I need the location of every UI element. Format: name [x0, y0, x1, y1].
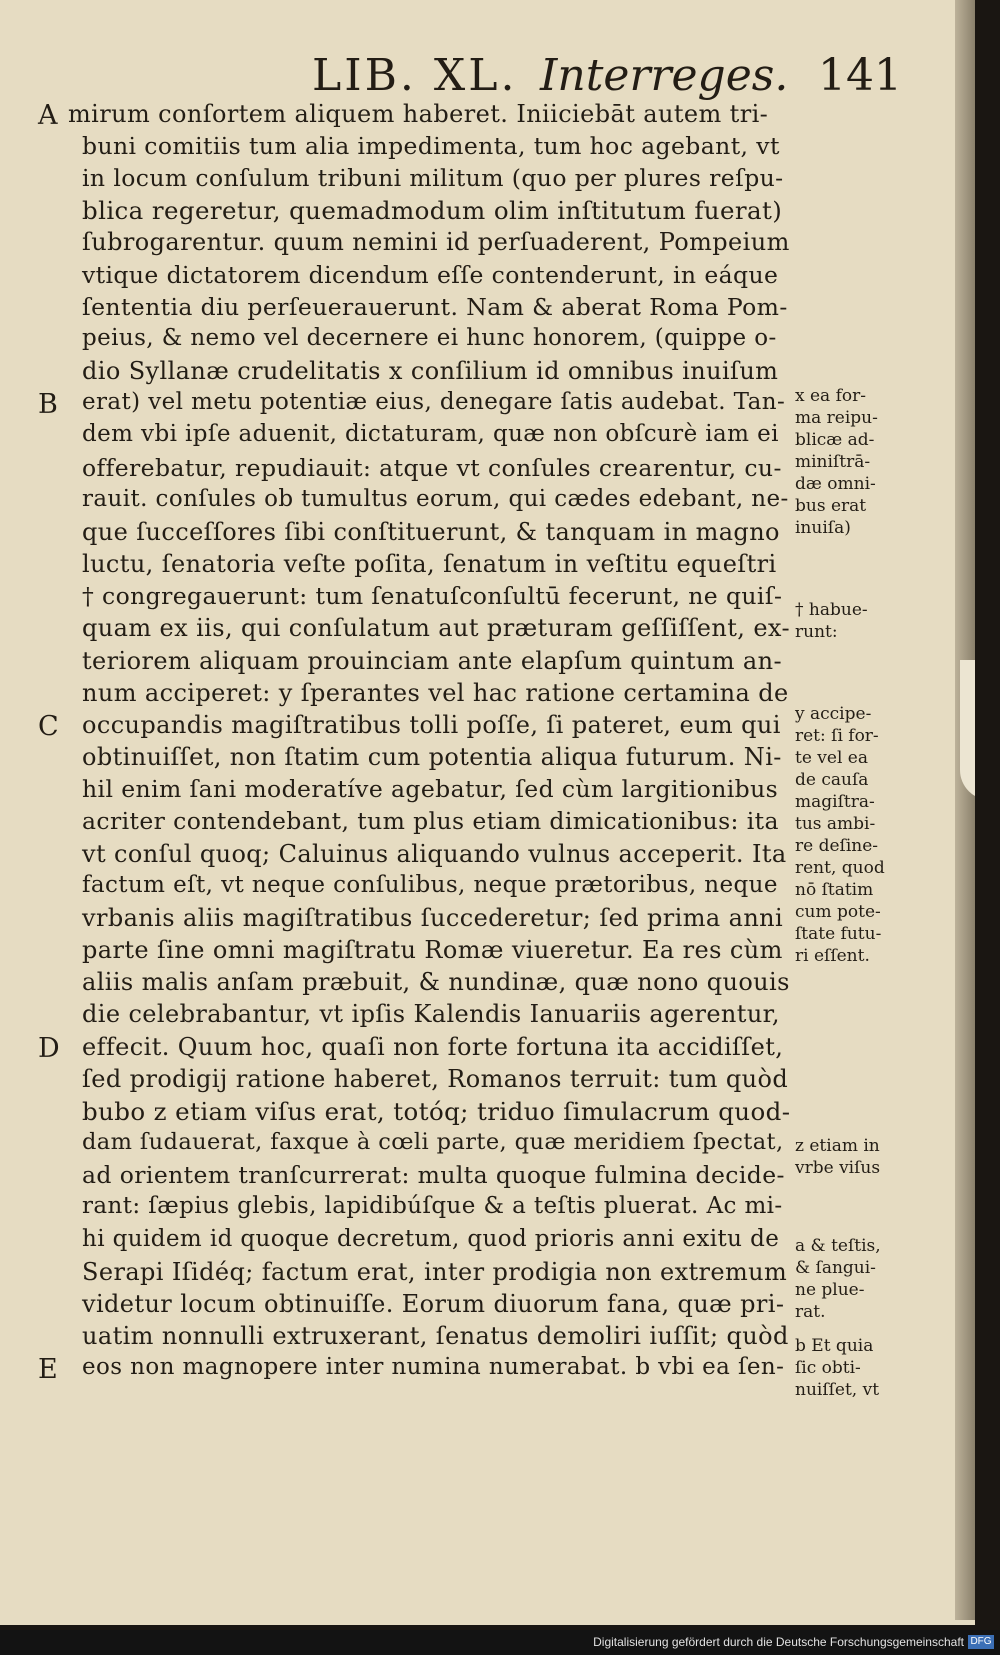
- text-line: effecit. Quum hoc, quaſi non forte fortuna ita accidiſſet,: [82, 1033, 784, 1061]
- text-line: ſubrogarentur. quum nemini id perſuaderent, Pompeium: [82, 228, 790, 256]
- text-line: parte ſine omni magiſtratu Romæ viueretur. Ea res cùm: [82, 936, 783, 964]
- margin-line: tus ambi-: [795, 814, 876, 834]
- margin-line: dæ omni-: [795, 474, 876, 494]
- margin-line: magiſtra-: [795, 792, 875, 812]
- margin-line: miniſtrā-: [795, 452, 871, 472]
- text-line: dam ſudauerat, faxque à cœli parte, quæ meridiem ſpectat,: [82, 1129, 784, 1155]
- margin-line: vrbe viſus: [795, 1158, 881, 1178]
- margin-line: ret: ſi for-: [795, 726, 879, 746]
- text-line: num acciperet: y ſperantes vel hac ratione certamina de: [82, 679, 789, 707]
- text-line: uatim nonnulli extruxerant, ſenatus demoliri iuſſit; quòd: [82, 1322, 789, 1350]
- text-line: mirum conſortem aliquem haberet. Iniiciebāt autem tri-: [68, 100, 769, 128]
- bookmark-strip: [960, 660, 975, 800]
- margin-line: bus erat: [795, 496, 867, 516]
- text-line: bubo z etiam viſus erat, totóq; triduo ſimulacrum quod-: [82, 1097, 791, 1126]
- text-line: die celebrabantur, vt ipſis Kalendis Ianuariis agerentur,: [82, 1000, 780, 1028]
- text-line: que ſucceſſores ſibi conſtituerunt, & tanquam in magno: [82, 518, 780, 546]
- text-line: vrbanis aliis magiſtratibus ſuccederetur; ſed prima anni: [82, 904, 784, 932]
- margin-line: a & teſtis,: [795, 1236, 881, 1256]
- margin-line: inuiſa): [795, 518, 851, 538]
- text-line: dem vbi ipſe aduenit, dictaturam, quæ non obſcurè iam ei: [82, 421, 779, 447]
- text-line: videtur locum obtinuiſſe. Eorum diuorum fana, quæ pri-: [82, 1290, 785, 1318]
- text-line: teriorem aliquam prouinciam ante elapſum quintum an-: [82, 647, 783, 675]
- text-line: vtique dictatorem dicendum eſſe contenderunt, in eáque: [82, 261, 779, 289]
- margin-line: ma reipu-: [795, 408, 878, 428]
- digitization-footer: [0, 1630, 1000, 1655]
- page-number: 141: [818, 50, 902, 101]
- text-line: Serapi Iſidéq; factum erat, inter prodigia non extremum: [82, 1258, 788, 1286]
- margin-line: y accipe-: [795, 704, 872, 724]
- page-stack-edge: [955, 0, 975, 1620]
- margin-line: de cauſa: [795, 770, 869, 790]
- dfg-logo: DFG: [968, 1635, 994, 1649]
- margin-line: ri eſſent.: [795, 946, 870, 966]
- text-line: † congregauerunt: tum ſenatuſconſultū fecerunt, ne quiſ-: [82, 582, 783, 610]
- text-line: occupandis magiſtratibus tolli poſſe, ſi pateret, eum qui: [82, 711, 781, 739]
- margin-line: ſtate futu-: [795, 924, 882, 944]
- running-title: Interreges.: [540, 50, 789, 101]
- section-letter-c: C: [38, 711, 59, 742]
- margin-line: ne plue-: [795, 1280, 865, 1300]
- margin-line: rat.: [795, 1302, 826, 1322]
- text-line: aliis malis anſam præbuit, & nundinæ, quæ nono quouis: [82, 968, 790, 996]
- text-line: obtinuiſſet, non ſtatim cum potentia aliqua futurum. Ni-: [82, 743, 782, 771]
- margin-line: blicæ ad-: [795, 430, 875, 450]
- text-line: ſed prodigij ratione haberet, Romanos terruit: tum quòd: [82, 1065, 789, 1093]
- margin-line: ſic obti-: [795, 1358, 861, 1378]
- text-line: ſententia diu perſeuerauerunt. Nam & aberat Roma Pom-: [82, 293, 788, 321]
- margin-line: & ſangui-: [795, 1258, 876, 1278]
- text-line: luctu, ſenatoria veſte poſita, ſenatum in veſtitu equeſtri: [82, 550, 777, 578]
- section-letter-d: D: [38, 1033, 60, 1064]
- margin-line: runt:: [795, 622, 838, 642]
- section-letter-e: E: [38, 1354, 58, 1385]
- margin-line: re deſine-: [795, 836, 879, 856]
- margin-line: nuiſſet, vt: [795, 1380, 880, 1400]
- section-letter-b: B: [38, 389, 58, 420]
- text-line: dio Syllanæ crudelitatis x conſilium id omnibus inuiſum: [82, 357, 779, 385]
- margin-line: x ea for-: [795, 386, 866, 406]
- text-line: erat) vel metu potentiæ eius, denegare ſatis audebat. Tan-: [82, 389, 786, 415]
- book-number: LIB. XL.: [312, 50, 518, 101]
- margin-line: † habue-: [795, 600, 868, 620]
- text-line: peius, & nemo vel decernere ei hunc honorem, (quippe o-: [82, 325, 777, 351]
- margin-line: rent, quod: [795, 858, 885, 878]
- margin-line: te vel ea: [795, 748, 868, 768]
- text-line: offerebatur, repudiauit: atque vt conſules crearentur, cu-: [82, 454, 782, 482]
- text-line: buni comitiis tum alia impedimenta, tum hoc agebant, vt: [82, 132, 780, 160]
- margin-line: b Et quia: [795, 1336, 874, 1356]
- text-line: vt conſul quoq; Caluinus aliquando vulnus acceperit. Ita: [82, 840, 787, 868]
- text-line: quam ex iis, qui conſulatum aut præturam geſſiſſent, ex-: [82, 614, 790, 642]
- funding-credit: Digitalisierung gefördert durch die Deutsche Forschungsgemeinschaft: [593, 1635, 964, 1649]
- text-line: hi quidem id quoque decretum, quod prioris anni exitu de: [82, 1226, 780, 1252]
- section-letter-a: A: [38, 100, 58, 131]
- text-line: factum eſt, vt neque conſulibus, neque prætoribus, neque: [82, 872, 778, 898]
- text-line: eos non magnopere inter numina numerabat. b vbi ea ſen-: [82, 1354, 785, 1380]
- text-line: rauit. conſules ob tumultus eorum, qui cædes edebant, ne-: [82, 486, 789, 512]
- text-line: blica regeretur, quemadmodum olim inſtitutum fuerat): [82, 196, 783, 225]
- text-line: ad orientem tranſcurrerat: multa quoque fulmina decide-: [82, 1161, 785, 1189]
- text-line: acriter contendebant, tum plus etiam dimicationibus: ita: [82, 807, 779, 835]
- text-line: in locum conſulum tribuni militum (quo per plures reſpu-: [82, 164, 784, 192]
- margin-line: nō ſtatim: [795, 880, 874, 900]
- margin-line: cum pote-: [795, 902, 881, 922]
- margin-line: z etiam in: [795, 1136, 880, 1156]
- text-line: hil enim ſani moderatíve agebatur, ſed cùm largitionibus: [82, 775, 779, 803]
- text-line: rant: ſæpius glebis, lapidibúſque & a teſtis pluerat. Ac mi-: [82, 1193, 783, 1219]
- running-header: [300, 50, 940, 106]
